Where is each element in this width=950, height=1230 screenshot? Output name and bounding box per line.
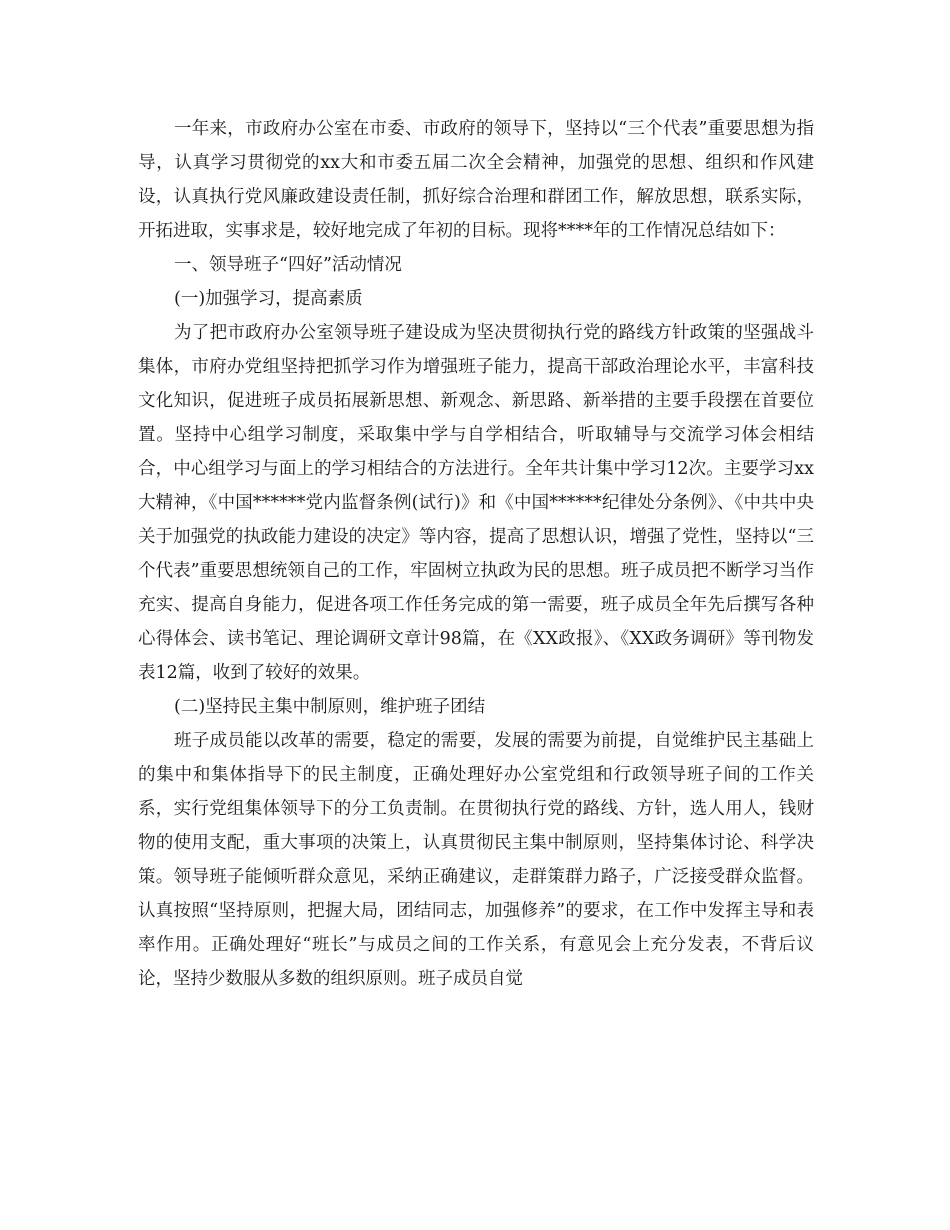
subsection-heading-1: (一)加强学习，提高素质	[174, 289, 363, 309]
section-heading-1: 一、领导班子“四好”活动情况	[174, 255, 402, 275]
intro-paragraph: 一年来，市政府办公室在市委、市政府的领导下，坚持以“三个代表”重要思想为指导，认真学习贯彻党的xx大和市委五届二次全会精神，加强党的思想、组织和作风建设，认真执行党风廉政建设责任制，抓好综合治理和群团工作，解放思想，联系实际，开拓进取，实事求是，较好地完成了年初的目标。现将****年的工作情况总结如下：	[138, 119, 814, 241]
study-paragraph: 为了把市政府办公室领导班子建设成为坚决贯彻执行党的路线方针政策的坚强战斗集体，市府办党组坚持把抓学习作为增强班子能力，提高干部政治理论水平，丰富科技文化知识，促进班子成员拓展新思想、新观念、新思路、新举措的主要手段摆在首要位置。坚持中心组学习制度，采取集中学与自学相结合，听取辅导与交流学习体会相结合，中心组学习与面上的学习相结合的方法进行。全年共计集中学习12次。主要学习xx大精神，《中国******党内监督条例(试行)》和《中国******纪律处分条例》、《中共中央关于加强党的执政能力建设的决定》等内容，提高了思想认识，增强了党性，坚持以“三个代表”重要思想统领自己的工作，牢固树立执政为民的思想。班子成员把不断学习当作充实、提高自身能力，促进各项工作任务完成的第一需要，班子成员全年先后撰写各种心得体会、读书笔记、理论调研文章计98篇，在《XX政报》、《XX政务调研》等刊物发表12篇，收到了较好的效果。	[138, 323, 814, 683]
democracy-paragraph: 班子成员能以改革的需要，稳定的需要，发展的需要为前提，自觉维护民主基础上的集中和集体指导下的民主制度，正确处理好办公室党组和行政领导班子间的工作关系，实行党组集体领导下的分工负责制。在贯彻执行党的路线、方针，选人用人，钱财物的使用支配，重大事项的决策上，认真贯彻民主集中制原则，坚持集体讨论、科学决策。领导班子能倾听群众意见，采纳正确建议，走群策群力路子，广泛接受群众监督。认真按照“坚持原则，把握大局，团结同志，加强修养”的要求，在工作中发挥主导和表率作用。正确处理好“班长”与成员之间的工作关系，有意见会上充分发表，不背后议论，坚持少数服从多数的组织原则。班子成员自觉	[138, 731, 814, 989]
document-page	[138, 112, 814, 996]
subsection-heading-2: (二)坚持民主集中制原则，维护班子团结	[174, 697, 486, 717]
